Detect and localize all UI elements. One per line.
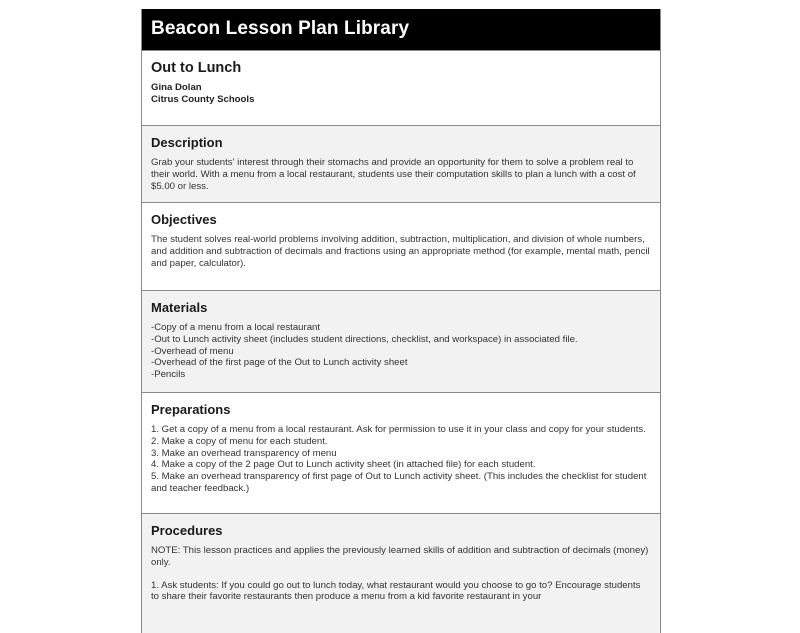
preparations-section [142,392,660,513]
materials-item: -Copy of a menu from a local restaurant [151,322,321,333]
procedures-note: NOTE: This lesson practices and applies the previously learned skills of addition and subtraction of decimals (money) only. [151,545,649,568]
preparations-item: 4. Make a copy of the 2 page Out to Lunch activity sheet (in attached file) for each student. [151,459,536,471]
procedures-step: 1. Ask students: If you could go out to lunch today, what restaurant would you choose to go to? Encourage students to share their favorite restaurants then produce a menu from a kid favorite restaurant in your [151,579,641,603]
materials-item: -Out to Lunch activity sheet (includes student directions, checklist, and workspace) in associated file. [151,333,578,345]
description-heading: Description [151,135,223,150]
preparations-item: 5. Make an overhead transparency of first page of Out to Lunch activity sheet. (This includes the checklist for student and teacher feedback.) [151,471,647,494]
materials-heading: Materials [151,300,208,315]
lesson-author: Gina Dolan [151,82,202,93]
site-title: Beacon Lesson Plan Library [151,18,410,39]
preparations-item: 3. Make an overhead transparency of menu [151,447,337,459]
lesson-header [142,50,660,125]
materials-item: -Overhead of the first page of the Out to Lunch activity sheet [151,357,408,369]
procedures-section [142,513,660,633]
objectives-section [142,202,660,290]
lesson-plan-page [141,9,661,633]
preparations-heading: Preparations [151,402,231,417]
lesson-organization: Citrus County Schools [151,94,255,105]
objectives-text: The student solves real-world problems involving addition, subtraction, multiplication, and division of whole numbers, and addition and subtraction of decimals and fractions using an appropriate method (for example, mental math, pencil and paper, calculator). [151,234,650,269]
preparations-item: 1. Get a copy of a menu from a local restaurant. Ask for permission to use it in your class and copy for your students. [151,424,646,435]
site-banner [142,9,660,50]
description-section [142,125,660,202]
spacer [151,569,651,580]
procedures-heading: Procedures [151,523,223,538]
materials-section [142,290,660,392]
materials-item: -Overhead of menu [151,345,234,357]
lesson-title: Out to Lunch [151,60,242,76]
description-text: Grab your students' interest through their stomachs and provide an opportunity for them to solve a problem real to their world. With a menu from a local restaurant, students use their computation skills to plan a lunch with a cost of $5.00 or less. [151,157,636,192]
materials-item: -Pencils [151,369,186,381]
objectives-heading: Objectives [151,212,217,227]
preparations-item: 2. Make a copy of menu for each student. [151,435,328,447]
